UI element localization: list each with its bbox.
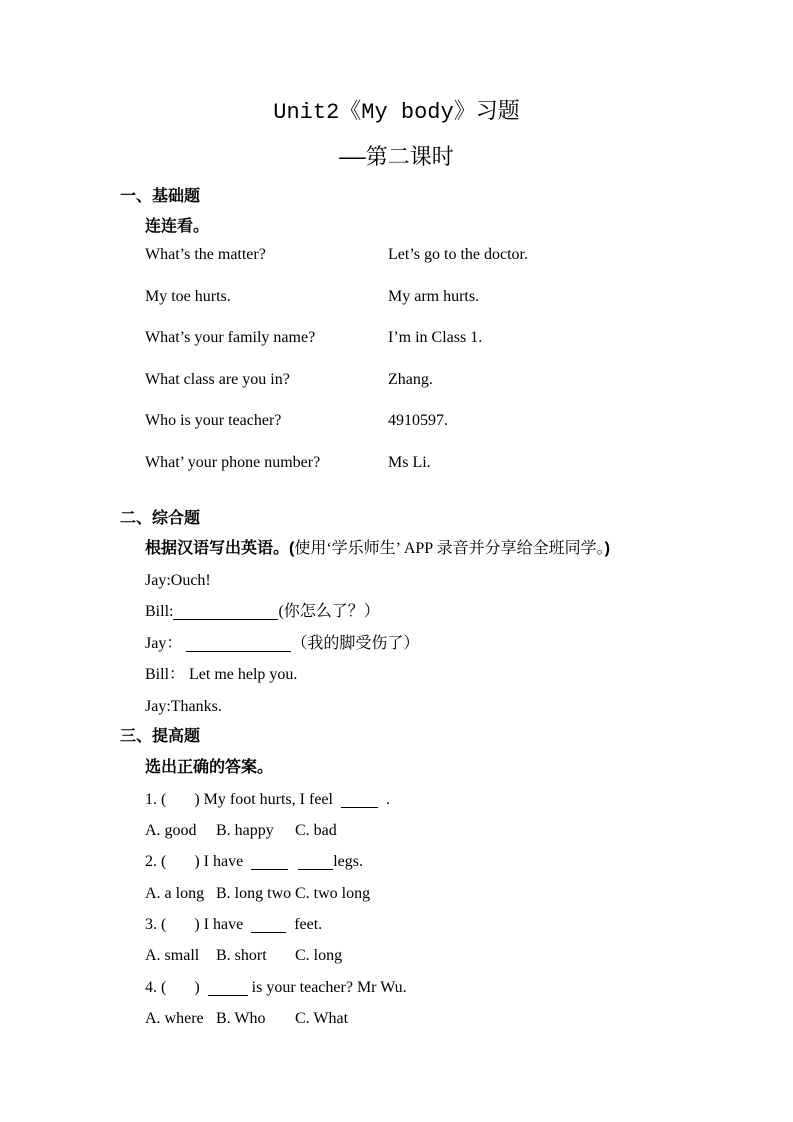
dialog-line — [145, 601, 793, 623]
answer-blank — [208, 982, 248, 996]
question-1 — [145, 789, 793, 811]
question-text-after: feet. — [286, 916, 323, 934]
match-left-question: What’ your phone number? — [145, 453, 321, 471]
fill-blank-line — [173, 606, 278, 620]
dialog-text: Bill： Let me help you. — [145, 666, 298, 683]
writing-instruction-lead: 根据汉语写出英语。( — [145, 539, 295, 557]
option-b: B. Who — [216, 1010, 266, 1028]
match-right-answer: My arm hurts. — [388, 287, 480, 305]
dialog-speaker: Jay： — [145, 634, 187, 652]
option-a: A. a long — [145, 884, 205, 902]
dialog-text: Jay:Thanks. — [145, 697, 222, 715]
writing-instruction — [145, 538, 793, 560]
option-b: B. short — [216, 947, 267, 965]
page-title: Unit2《My body》习题 — [273, 100, 520, 125]
match-left-question: Who is your teacher? — [145, 412, 282, 429]
match-left-question: My toe hurts. — [145, 287, 231, 305]
question-text-after: legs. — [333, 853, 363, 871]
question-1-options — [145, 820, 793, 842]
question-text: 1. ( ) My foot hurts, I feel — [145, 790, 341, 808]
option-b: B. happy — [216, 821, 274, 839]
question-text-after: is your teacher? Mr Wu. — [247, 978, 407, 996]
match-right-answer: Let’s go to the doctor. — [388, 246, 528, 263]
dialog-speaker: Bill: — [145, 603, 174, 620]
option-c: C. two long — [295, 884, 371, 902]
option-b: B. long two — [216, 884, 292, 902]
question-text: 2. ( ) I have — [145, 853, 252, 871]
option-a: A. good — [145, 821, 197, 839]
match-row — [145, 244, 793, 266]
option-c: C. What — [295, 1010, 349, 1028]
match-row — [145, 369, 793, 391]
writing-instruction-body: 使用‘学乐师生’ APP 录音并分享给全班同学。 — [294, 539, 605, 557]
match-right-answer: 4910597. — [388, 412, 448, 429]
option-c: C. bad — [295, 821, 337, 839]
writing-instruction-tail: ) — [604, 539, 610, 557]
option-a: A. where — [145, 1010, 204, 1028]
matching-instruction: 连连看。 — [145, 218, 210, 235]
answer-blank — [298, 856, 333, 870]
page-subtitle: ——第二课时 — [339, 146, 454, 171]
choose-instruction: 选出正确的答案。 — [145, 758, 274, 776]
option-c: C. long — [295, 947, 343, 965]
answer-blank — [251, 919, 286, 933]
match-left-question: What’s your family name? — [145, 329, 316, 346]
match-right-answer: Zhang. — [388, 370, 433, 388]
question-4 — [145, 977, 793, 999]
dialog-text: Jay:Ouch! — [145, 571, 211, 589]
match-right-answer: I’m in Class 1. — [388, 329, 483, 346]
dialog-line — [145, 633, 793, 655]
dialog-line — [145, 664, 793, 686]
match-row — [145, 410, 793, 432]
dialog-line — [145, 570, 793, 592]
dialog-line — [145, 696, 793, 718]
dialog-hint: (你怎么了？） — [278, 603, 380, 620]
question-2 — [145, 851, 793, 873]
match-left-question: What’s the matter? — [145, 246, 266, 263]
fill-blank-line — [186, 638, 291, 652]
match-row — [145, 286, 793, 308]
question-3 — [145, 914, 793, 936]
question-4-options — [145, 1008, 793, 1030]
match-right-answer: Ms Li. — [388, 453, 431, 471]
question-3-options — [145, 945, 793, 967]
question-text: 3. ( ) I have — [145, 916, 252, 934]
option-a: A. small — [145, 947, 200, 965]
answer-blank — [341, 794, 378, 808]
answer-blank — [251, 856, 288, 870]
match-left-question: What class are you in? — [145, 370, 290, 388]
match-row — [145, 452, 793, 474]
section-comprehensive-heading: 二、综合题 — [120, 509, 201, 527]
question-2-options — [145, 883, 793, 905]
question-text-after: . — [377, 790, 390, 808]
section-basic-heading: 一、基础题 — [120, 188, 201, 205]
match-row — [145, 327, 793, 349]
section-advanced-heading: 三、提高题 — [120, 727, 201, 745]
question-text: 4. ( ) — [145, 978, 208, 996]
dialog-hint: （我的脚受伤了） — [291, 634, 420, 652]
